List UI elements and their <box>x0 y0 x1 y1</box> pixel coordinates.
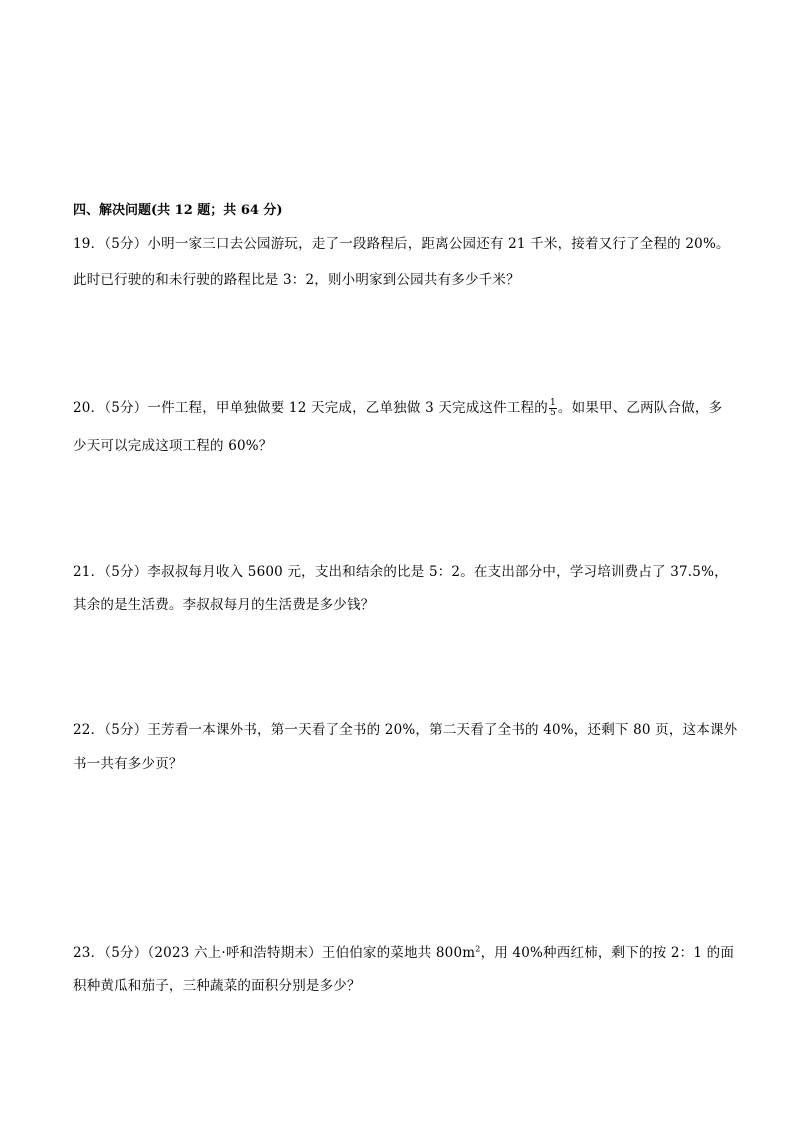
question-19-line-2: 此时已行驶的和未行驶的路程比是 3：2，则小明家到公园共有多少千米？ <box>73 272 520 288</box>
question-19-line-1: 19．（5分）小明一家三口去公园游玩，走了一段路程后，距离公园还有 21 千米，接着又行了全程的 20%。 <box>73 236 730 252</box>
fraction-denominator: 5 <box>549 408 556 418</box>
fraction-numerator: 1 <box>549 398 556 408</box>
question-23-text-before-sup: 23．（5分）（2023 六上·呼和浩特期末）王伯伯家的菜地共 800m <box>73 945 476 961</box>
question-23-text-after-sup: ，用 40%种西红柿，剩下的按 2：1 的面 <box>480 945 735 961</box>
question-21-line-1: 21．（5分）李叔叔每月收入 5600 元，支出和结余的比是 5：2。在支出部分中，学习培训费占了 37.5%， <box>73 564 728 580</box>
question-20-line-2: 少天可以完成这项工程的 60%？ <box>73 438 273 454</box>
superscript-2: 2 <box>475 944 481 954</box>
fraction-one-fifth <box>549 399 557 418</box>
section-heading: 四、解决问题(共 12 题；共 64 分) <box>73 203 283 218</box>
question-22-line-1: 22．（5分）王芳看一本课外书，第一天看了全书的 20%，第二天看了全书的 40%，还剩下 80 页，这本课外 <box>73 722 738 738</box>
question-20-line-1 <box>73 396 722 418</box>
question-20-text-before-fraction: 20．（5分）一件工程，甲单独做要 12 天完成，乙单独做 3 天完成这件工程的 <box>73 400 548 416</box>
question-23-line-2: 积种黄瓜和茄子，三种蔬菜的面积分别是多少？ <box>73 978 361 994</box>
question-22-line-2: 书一共有多少页？ <box>73 756 183 772</box>
question-21-line-2: 其余的是生活费。李叔叔每月的生活费是多少钱？ <box>73 597 375 613</box>
question-23-line-1 <box>73 941 734 961</box>
question-20-text-after-fraction: 。如果甲、乙两队合做，多 <box>557 400 723 416</box>
